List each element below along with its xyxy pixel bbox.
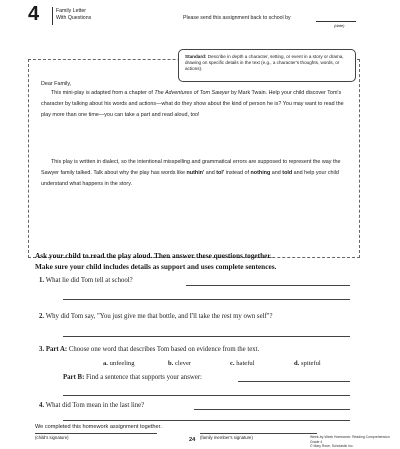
standard-box: [178, 49, 356, 82]
p2-text-a: This play is written in dialect, so the intentional misspelling and grammatical errors are supposed to represent the way the Sawyer family talked. Talk about why the play has words like: [41, 159, 341, 176]
choice-a-letter: a.: [103, 360, 108, 367]
q4-text: What did Tom mean in the last line?: [45, 402, 145, 409]
header-divider: [52, 7, 53, 25]
instructions-line-2: Make sure your child includes details as support and uses complete sentences.: [35, 261, 277, 271]
q1-answer-line-1[interactable]: [186, 285, 350, 286]
q2-answer-line[interactable]: [63, 336, 350, 337]
copyright-credit: [310, 435, 390, 449]
question-3: [39, 346, 259, 353]
p1-text-b: by Mark Twain. Help your child discover Tom's character by talking about his words and actions—what do they show about the kind of person he is? You may want to read the play more than one time—you can take a part and read aloud, too!: [41, 90, 344, 118]
letter-paragraph-2: [41, 157, 345, 189]
choice-d-word: spiteful: [300, 360, 321, 367]
child-signature-line[interactable]: [35, 433, 157, 434]
completed-statement: We completed this homework assignment together.: [35, 424, 162, 430]
choice-a[interactable]: [103, 360, 135, 367]
q3-part-b: [63, 374, 202, 381]
q3-answer-line-1[interactable]: [238, 381, 350, 382]
q3-number: 3.: [39, 346, 45, 353]
q3-answer-line-2[interactable]: [63, 395, 350, 396]
q2-number: 2.: [39, 313, 45, 320]
q2-text: Why did Tom say, "You just give me that bottle, and I'll take the rest my own self"?: [45, 313, 273, 320]
p2-text-c: and help your child understand what happens in the story.: [41, 169, 339, 187]
choice-b-word: clever: [174, 360, 192, 367]
choice-b[interactable]: [168, 360, 191, 367]
choice-a-word: unfeeling: [109, 360, 135, 367]
date-caption: (date): [334, 23, 345, 28]
choice-d[interactable]: [294, 360, 321, 367]
date-field[interactable]: [316, 21, 356, 22]
question-1: [39, 277, 133, 284]
p2-word-nothing: nothing: [250, 169, 271, 176]
p1-text-a: This mini-play is adapted from a chapter of: [51, 90, 155, 96]
page-number: 24: [189, 437, 196, 443]
p2-word-tol: tol': [216, 169, 225, 176]
q1-text: What lie did Tom tell at school?: [45, 277, 133, 284]
choice-d-letter: d.: [294, 360, 300, 367]
standard-text: Describe in depth a character, setting, or event in a story or drama, drawing on specific details in the text (e.g., a character's thoughts, words, or actions).: [185, 54, 344, 71]
instructions-line-1: Ask your child to read the play aloud. Then answer these questions together.: [35, 251, 272, 260]
p2-text-b: instead of: [224, 169, 251, 176]
q1-number: 1.: [39, 277, 45, 284]
book-title: The Adventures of Tom Sawyer: [154, 90, 230, 96]
q3-part-b-label: Part B:: [63, 374, 85, 381]
family-signature-caption: (family member's signature): [200, 435, 253, 440]
p2-word-nuthin: nuthin': [186, 169, 205, 176]
instructions: [35, 251, 365, 272]
unit-label-line-1: Family Letter: [56, 8, 86, 14]
p2-word-told: told: [282, 169, 293, 176]
unit-label: [56, 8, 91, 21]
p2-and-2: and: [270, 169, 283, 176]
q3-part-a-label: Part A:: [45, 346, 68, 353]
unit-label-line-2: With Questions: [56, 14, 92, 21]
choice-c[interactable]: [230, 360, 255, 367]
q4-number: 4.: [39, 402, 45, 409]
choice-b-letter: b.: [168, 360, 174, 367]
q4-answer-line-1[interactable]: [194, 409, 350, 410]
q1-answer-line-2[interactable]: [63, 299, 350, 300]
p2-and-1: and: [204, 169, 217, 176]
letter-greeting: Dear Family,: [41, 81, 72, 87]
credit-line-1: Week-by-Week Homework: Reading Comprehension Grade 4: [310, 435, 390, 444]
q3-text: Choose one word that describes Tom based on evidence from the text.: [68, 346, 260, 353]
standard-label: Standard:: [185, 54, 207, 59]
question-2: [39, 313, 273, 320]
choice-c-letter: c.: [230, 360, 235, 367]
q3-part-b-text: Find a sentence that supports your answer:: [86, 374, 202, 381]
letter-paragraph-1: [41, 88, 345, 120]
family-signature-line[interactable]: [200, 433, 317, 434]
unit-number: 4: [28, 3, 40, 25]
choice-c-word: hateful: [236, 360, 255, 367]
send-back-text: Please send this assignment back to school by: [183, 15, 291, 21]
q4-answer-line-2[interactable]: [63, 420, 350, 421]
credit-line-2: © Mary Rose, Scholastic Inc.: [310, 444, 354, 448]
question-4: [39, 402, 144, 409]
child-signature-caption: (child's signature): [35, 435, 69, 440]
